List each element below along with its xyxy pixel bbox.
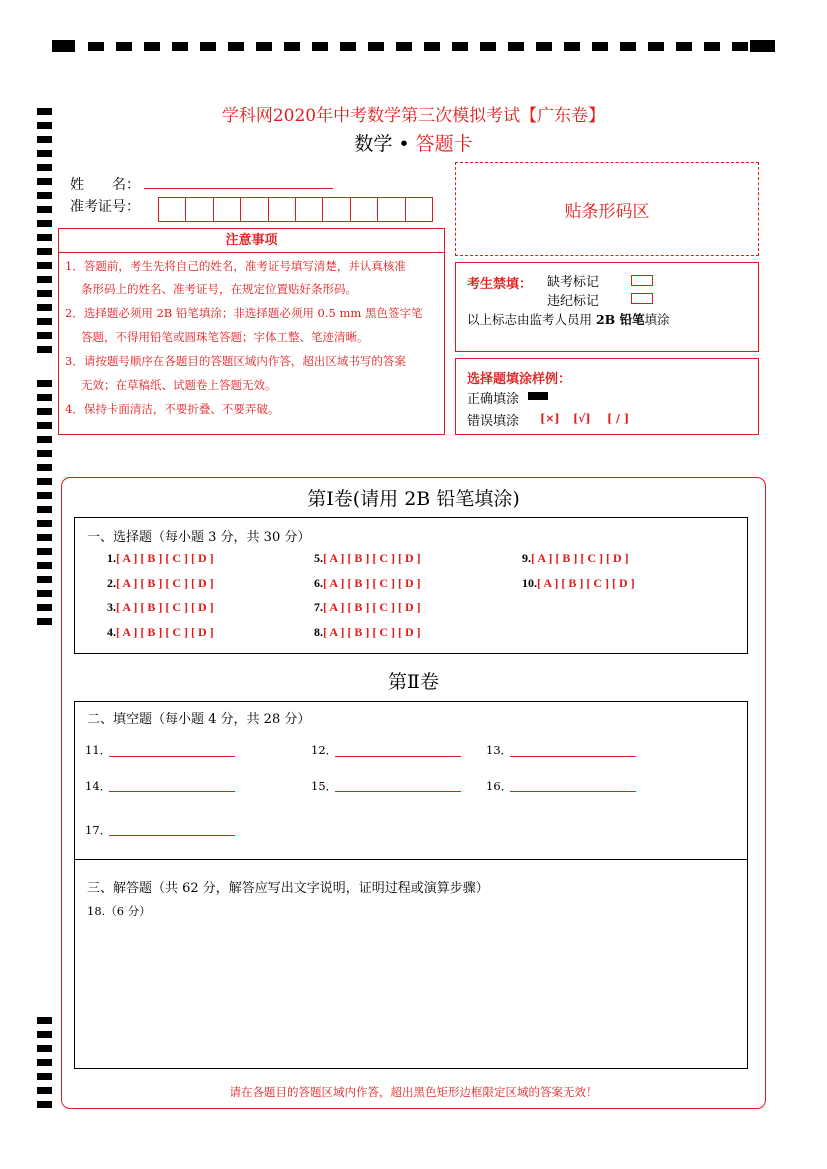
- exam-id-digit[interactable]: [406, 198, 432, 221]
- blank-15-line[interactable]: [335, 791, 461, 792]
- exam-id-label: 准考证号：: [70, 199, 140, 215]
- exam-id-digit[interactable]: [159, 198, 186, 221]
- proctor-title: 考生禁填：: [467, 277, 533, 292]
- blank-17-line[interactable]: [109, 835, 235, 836]
- notice-item-2: 2．选择题必须用 2B 铅笔填涂；非选择题必须用 0.5 mm 黑色签字笔: [65, 306, 423, 320]
- notice-item-1: 1．答题前，考生先将自己的姓名，准考证号填写清楚，并认真核准: [65, 259, 406, 273]
- choice-section: [74, 517, 748, 654]
- q-options[interactable]: [ A ] [ B ] [ C ] [ D ]: [116, 551, 214, 565]
- exam-id-digit[interactable]: [241, 198, 268, 221]
- blank-17-number: 17．: [85, 823, 112, 837]
- top-timing-marks: [52, 40, 775, 52]
- q-options[interactable]: [ A ] [ B ] [ C ] [ D ]: [323, 625, 421, 639]
- absent-label: 缺考标记: [547, 275, 600, 290]
- q-options[interactable]: [ A ] [ B ] [ C ] [ D ]: [116, 576, 214, 590]
- wrong-mark-3: [ / ]: [607, 412, 630, 425]
- q-number: 5.: [314, 551, 323, 565]
- barcode-area: [455, 162, 759, 256]
- notice-item-2-cont: 答题，不得用铅笔或圆珠笔答题；字体工整、笔迹清晰。: [81, 330, 369, 344]
- q-number: 4.: [107, 625, 116, 639]
- q-number: 9.: [522, 551, 531, 565]
- q-options[interactable]: [ A ] [ B ] [ C ] [ D ]: [323, 576, 421, 590]
- part1-title: 第Ⅰ卷(请用 2B 铅笔填涂): [307, 488, 520, 510]
- section-divider: [75, 859, 747, 860]
- part2-title: 第Ⅱ卷: [388, 671, 439, 693]
- choice-q4[interactable]: [107, 625, 214, 640]
- blank-13-line[interactable]: [510, 756, 636, 757]
- correct-label: 正确填涂: [467, 392, 520, 407]
- card-subtitle: [0, 129, 827, 156]
- subtitle-subject: 数学 •: [354, 133, 416, 155]
- footer-warning: 请在各题目的答题区域内作答，超出黑色矩形边框限定区域的答案无效！: [229, 1085, 598, 1099]
- blank-14-number: 14．: [85, 779, 112, 793]
- q-number: 8.: [314, 625, 323, 639]
- exam-title: 学科网2020年中考数学第三次模拟考试【广东卷】: [221, 106, 606, 126]
- exam-id-boxes[interactable]: [158, 197, 433, 222]
- q-options[interactable]: [ A ] [ B ] [ C ] [ D ]: [531, 551, 629, 565]
- exam-id-digit[interactable]: [214, 198, 241, 221]
- q-number: 6.: [314, 576, 323, 590]
- choice-q10[interactable]: [522, 576, 635, 591]
- name-label: 姓 名：: [70, 177, 140, 193]
- choice-q3[interactable]: [107, 600, 214, 615]
- blank-15-number: 15．: [311, 779, 338, 793]
- fill-section-title: 二、填空题（每小题 4 分，共 28 分）: [87, 712, 311, 727]
- barcode-label: 贴条形码区: [564, 202, 650, 222]
- exam-id-digit[interactable]: [323, 198, 350, 221]
- name-field[interactable]: [144, 188, 333, 189]
- wrong-mark-1: [×]: [540, 412, 560, 425]
- violation-mark-box[interactable]: [631, 293, 653, 304]
- notice-item-3: 3．请按题号顺序在各题目的答题区域内作答，超出区域书写的答案: [65, 354, 406, 368]
- notice-item-4: 4．保持卡面清洁，不要折叠、不要弄破。: [65, 402, 280, 416]
- q-number: 10.: [522, 576, 537, 590]
- notice-item-1-cont: 条形码上的姓名、准考证号，在规定位置贴好条形码。: [81, 282, 357, 296]
- blank-14-line[interactable]: [109, 791, 235, 792]
- subtitle-card: 答题卡: [415, 133, 473, 155]
- correct-fill-sample: [528, 392, 548, 400]
- choice-section-title: 一、选择题（每小题 3 分，共 30 分）: [87, 530, 311, 545]
- proctor-note: [467, 310, 670, 328]
- q18-label: 18.（6 分）: [87, 904, 151, 918]
- blank-16-line[interactable]: [510, 791, 636, 792]
- q-number: 2.: [107, 576, 116, 590]
- proctor-note-prefix: 以上标志由监考人员用: [467, 312, 596, 327]
- choice-q8[interactable]: [314, 625, 421, 640]
- q-options[interactable]: [ A ] [ B ] [ C ] [ D ]: [116, 625, 214, 639]
- q-number: 7.: [314, 600, 323, 614]
- q-number: 1.: [107, 551, 116, 565]
- exam-id-digit[interactable]: [351, 198, 378, 221]
- notice-title: 注意事项: [59, 229, 444, 253]
- q-options[interactable]: [ A ] [ B ] [ C ] [ D ]: [323, 551, 421, 565]
- wrong-label: 错误填涂: [467, 414, 520, 429]
- q-options[interactable]: [ A ] [ B ] [ C ] [ D ]: [323, 600, 421, 614]
- notice-box: [58, 228, 445, 435]
- exam-id-digit[interactable]: [378, 198, 405, 221]
- solve-section-title: 三、解答题（共 62 分，解答应写出文字说明，证明过程或演算步骤）: [87, 881, 489, 896]
- exam-id-digit[interactable]: [186, 198, 213, 221]
- choice-q1[interactable]: [107, 551, 214, 566]
- absent-mark-box[interactable]: [631, 275, 653, 286]
- proctor-box: [455, 262, 759, 352]
- notice-item-3-cont: 无效；在草稿纸、试题卷上答题无效。: [81, 378, 277, 392]
- blank-13-number: 13．: [486, 743, 513, 757]
- q-options[interactable]: [ A ] [ B ] [ C ] [ D ]: [537, 576, 635, 590]
- choice-q9[interactable]: [522, 551, 629, 566]
- choice-q2[interactable]: [107, 576, 214, 591]
- exam-id-digit[interactable]: [296, 198, 323, 221]
- blank-12-line[interactable]: [335, 756, 461, 757]
- blank-11-line[interactable]: [109, 756, 235, 757]
- exam-id-digit[interactable]: [269, 198, 296, 221]
- choice-q7[interactable]: [314, 600, 421, 615]
- blank-12-number: 12．: [311, 743, 338, 757]
- blank-11-number: 11．: [85, 743, 112, 757]
- blank-16-number: 16．: [486, 779, 513, 793]
- proctor-note-bold: 2B 铅笔: [595, 312, 645, 327]
- fill-solve-section: [74, 701, 748, 1069]
- violation-label: 违纪标记: [547, 294, 600, 309]
- wrong-mark-2: [√]: [573, 412, 591, 425]
- sample-box: [455, 358, 759, 435]
- proctor-note-suffix: 填涂: [644, 312, 670, 327]
- q-options[interactable]: [ A ] [ B ] [ C ] [ D ]: [116, 600, 214, 614]
- q-number: 3.: [107, 600, 116, 614]
- choice-q6[interactable]: [314, 576, 421, 591]
- sample-title: 选择题填涂样例：: [467, 372, 572, 387]
- q18-answer-area[interactable]: [75, 922, 747, 1068]
- choice-q5[interactable]: [314, 551, 421, 566]
